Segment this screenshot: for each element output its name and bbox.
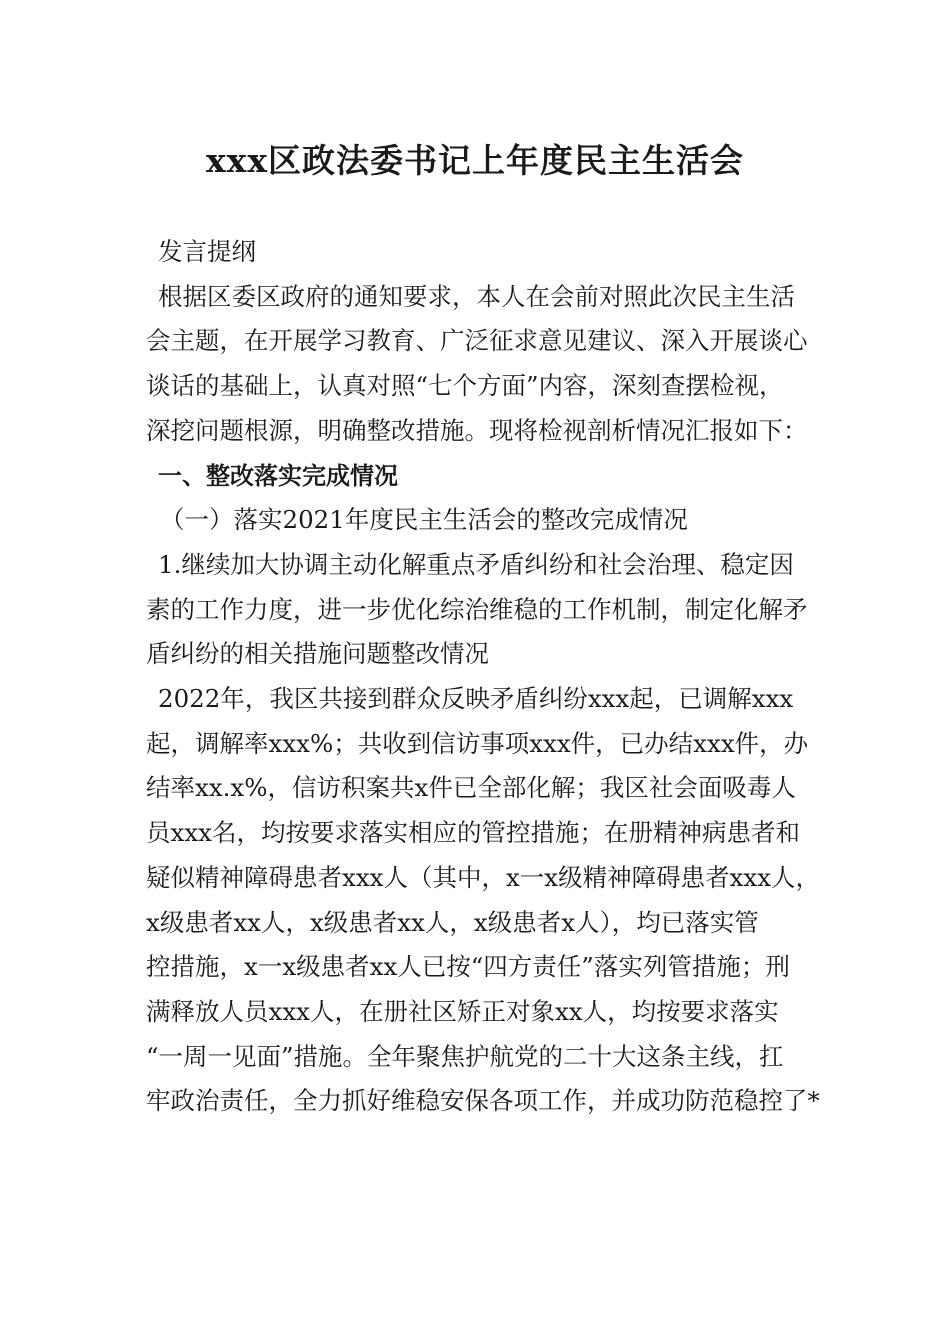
text-line: 1.继续加大协调主动化解重点矛盾纠纷和社会治理、稳定因 — [158, 549, 794, 579]
text-line: “一周一见面”措施。全年聚焦护航党的二十大这条主线，扛 — [146, 1041, 784, 1071]
text-line: 根据区委区政府的通知要求，本人在会前对照此次民主生活 — [158, 281, 795, 311]
text-line: 起，调解率xxx%；共收到信访事项xxx件，已办结xxx件，办 — [146, 728, 809, 758]
text-line: 结率xx.x%，信访积案共x件已全部化解；我区社会面吸毒人 — [146, 773, 796, 803]
text-line: 会主题，在开展学习教育、广泛征求意见建议、深入开展谈心 — [146, 326, 808, 356]
text-line: 控措施，x一x级患者xx人已按“四方责任”落实列管措施；刑 — [146, 952, 790, 982]
section-heading: 一、整改落实完成情况 — [158, 461, 398, 490]
text-line: 谈话的基础上，认真对照“七个方面”内容，深刻查摆检视， — [146, 371, 784, 401]
text-line: 素的工作力度，进一步优化综治维稳的工作机制，制定化解矛 — [146, 594, 808, 624]
intro-paragraph — [146, 275, 826, 454]
text-line: 深挖问题根源，明确整改措施。现将检视剖析情况汇报如下： — [146, 415, 808, 445]
text-line: 满释放人员xxx人，在册社区矫正对象xx人，均按要求落实 — [146, 996, 779, 1026]
text-line: 疑似精神障碍患者xxx人（其中，x一x级精神障碍患者xxx人， — [146, 862, 821, 892]
text-line: 盾纠纷的相关措施问题整改情况 — [146, 639, 489, 669]
text-line: 员xxx名，均按要求落实相应的管控措施；在册精神病患者和 — [146, 818, 800, 848]
item-body-paragraph — [146, 677, 826, 1124]
subsection-heading: （一）落实2021年度民主生活会的整改完成情况 — [160, 505, 688, 535]
text-line: x级患者xx人，x级患者xx人，x级患者x人），均已落实管 — [146, 907, 759, 937]
document-title: xxx区政法委书记上年度民主生活会 — [205, 141, 745, 180]
outline-label: 发言提纲 — [158, 237, 256, 266]
text-line: 牢政治责任，全力抓好维稳安保各项工作，并成功防范稳控了* — [146, 1086, 820, 1116]
item-heading — [146, 543, 826, 677]
document-body — [146, 230, 826, 1124]
text-line: 2022年，我区共接到群众反映矛盾纠纷xxx起，已调解xxx — [158, 684, 794, 714]
